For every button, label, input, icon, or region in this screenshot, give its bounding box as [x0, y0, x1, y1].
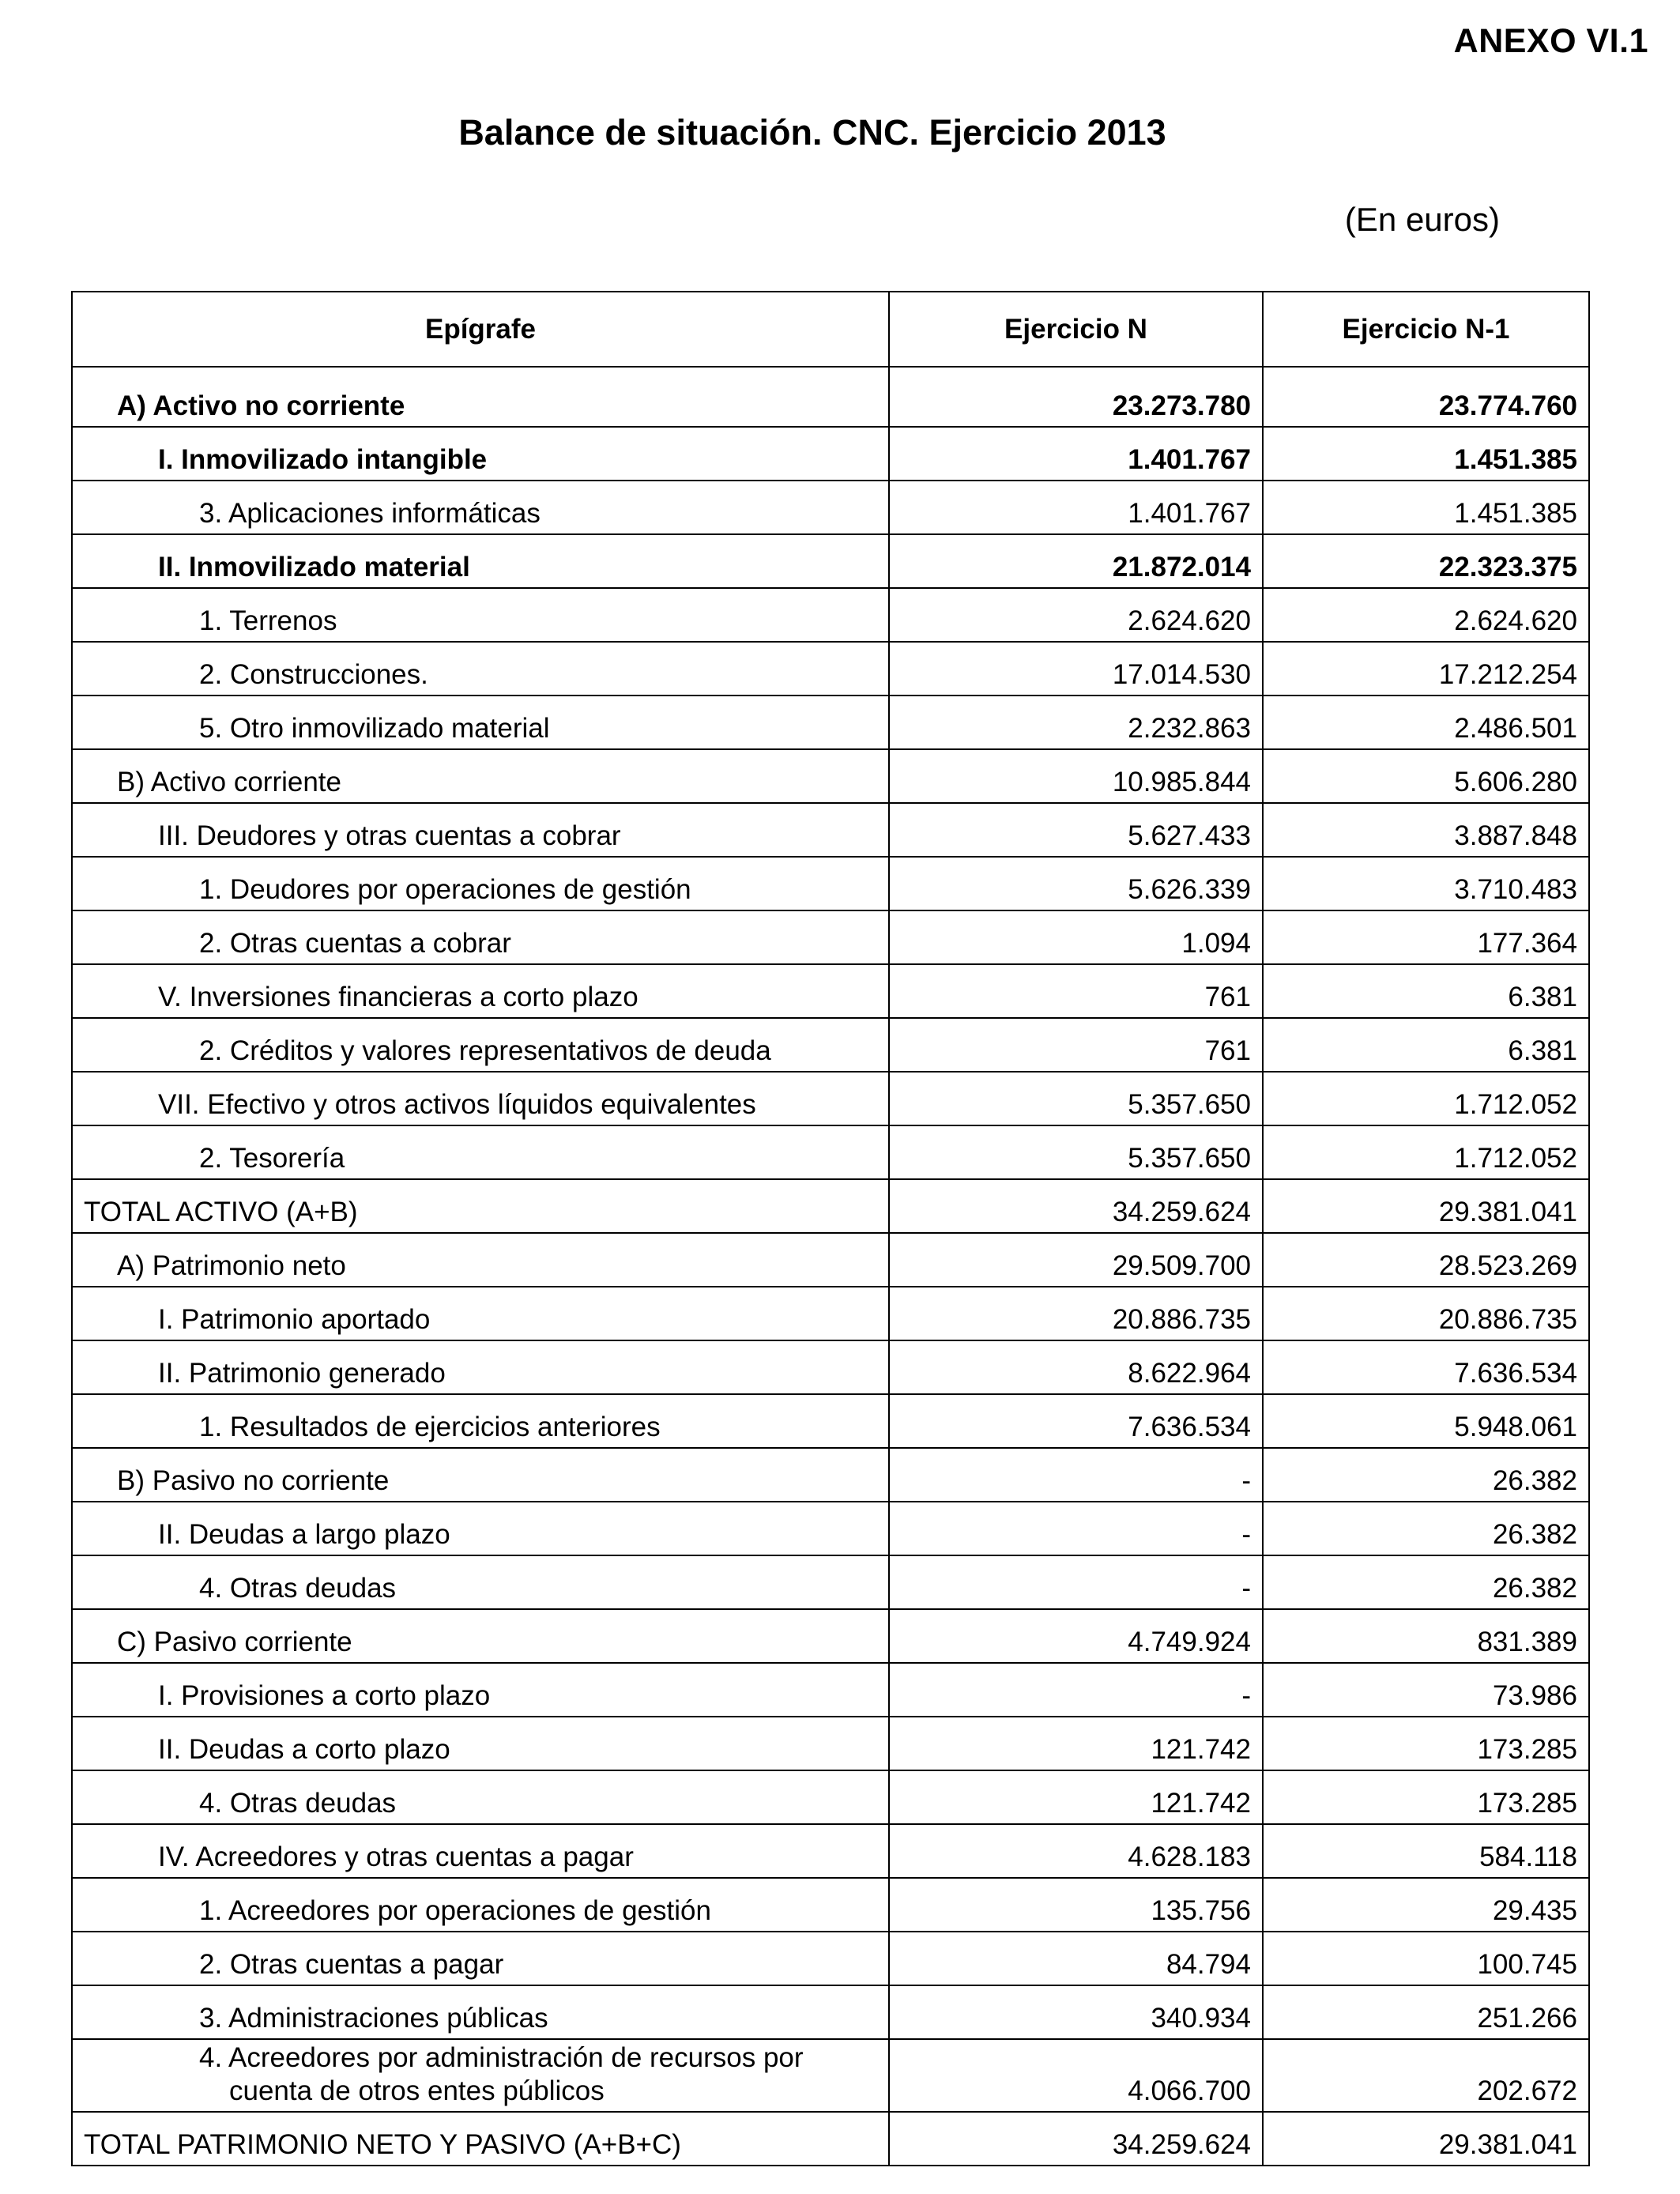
row-label: VII. Efectivo y otros activos líquidos equivalentes	[72, 1072, 889, 1125]
row-label: 1. Acreedores por operaciones de gestión	[72, 1878, 889, 1932]
value-n-1: 3.887.848	[1263, 803, 1589, 857]
value-n: 29.509.700	[889, 1233, 1263, 1287]
value-n-1: 7.636.534	[1263, 1340, 1589, 1394]
value-n-1: 202.672	[1263, 2039, 1589, 2112]
value-n-1: 26.382	[1263, 1502, 1589, 1555]
table-row	[72, 1018, 1589, 1072]
value-n: 34.259.624	[889, 2112, 1263, 2166]
row-label: V. Inversiones financieras a corto plazo	[72, 964, 889, 1018]
value-n-1: 29.435	[1263, 1878, 1589, 1932]
row-label: 4. Otras deudas	[72, 1555, 889, 1609]
header-ejercicio-n: Ejercicio N	[889, 292, 1263, 367]
table-row	[72, 1233, 1589, 1287]
page-title	[0, 112, 1680, 153]
table-row	[72, 1287, 1589, 1340]
value-n-1: 177.364	[1263, 910, 1589, 964]
value-n-1: 5.606.280	[1263, 749, 1589, 803]
row-label: A) Activo no corriente	[72, 367, 889, 427]
table-row	[72, 964, 1589, 1018]
value-n: 135.756	[889, 1878, 1263, 1932]
value-n: 761	[889, 964, 1263, 1018]
balance-table	[71, 291, 1590, 2166]
value-n: -	[889, 1555, 1263, 1609]
value-n: 5.357.650	[889, 1125, 1263, 1179]
table-row	[72, 857, 1589, 910]
value-n: 23.273.780	[889, 367, 1263, 427]
row-label: 2. Tesorería	[72, 1125, 889, 1179]
value-n-1: 3.710.483	[1263, 857, 1589, 910]
header-epigrafe: Epígrafe	[72, 292, 889, 367]
value-n: 7.636.534	[889, 1394, 1263, 1448]
row-label: 5. Otro inmovilizado material	[72, 696, 889, 749]
table-row	[72, 1072, 1589, 1125]
value-n: 2.232.863	[889, 696, 1263, 749]
row-label: IV. Acreedores y otras cuentas a pagar	[72, 1824, 889, 1878]
table-row	[72, 2039, 1589, 2112]
value-n: 5.627.433	[889, 803, 1263, 857]
row-label: II. Inmovilizado material	[72, 534, 889, 588]
table-row	[72, 1340, 1589, 1394]
row-label: B) Activo corriente	[72, 749, 889, 803]
table-row	[72, 534, 1589, 588]
value-n: 84.794	[889, 1932, 1263, 1985]
table-row	[72, 1824, 1589, 1878]
table-row	[72, 1663, 1589, 1717]
row-label: I. Inmovilizado intangible	[72, 427, 889, 481]
value-n: 4.066.700	[889, 2039, 1263, 2112]
table-row	[72, 803, 1589, 857]
value-n: 10.985.844	[889, 749, 1263, 803]
value-n-1: 17.212.254	[1263, 642, 1589, 696]
row-label: II. Deudas a corto plazo	[72, 1717, 889, 1770]
value-n-1: 6.381	[1263, 1018, 1589, 1072]
value-n-1: 831.389	[1263, 1609, 1589, 1663]
value-n-1: 26.382	[1263, 1448, 1589, 1502]
value-n: -	[889, 1502, 1263, 1555]
row-label: TOTAL PATRIMONIO NETO Y PASIVO (A+B+C)	[72, 2112, 889, 2166]
value-n: -	[889, 1448, 1263, 1502]
title-text: Balance de situación. CNC. Ejercicio 2013	[458, 112, 1166, 153]
table-row	[72, 481, 1589, 534]
value-n: 34.259.624	[889, 1179, 1263, 1233]
value-n-1: 29.381.041	[1263, 1179, 1589, 1233]
value-n-1: 22.323.375	[1263, 534, 1589, 588]
row-label: I. Provisiones a corto plazo	[72, 1663, 889, 1717]
row-label: B) Pasivo no corriente	[72, 1448, 889, 1502]
value-n: 4.749.924	[889, 1609, 1263, 1663]
value-n: -	[889, 1663, 1263, 1717]
table-row	[72, 910, 1589, 964]
value-n-1: 2.486.501	[1263, 696, 1589, 749]
value-n: 1.401.767	[889, 481, 1263, 534]
value-n: 20.886.735	[889, 1287, 1263, 1340]
row-label: 1. Terrenos	[72, 588, 889, 642]
annex-label: ANEXO VI.1	[1453, 22, 1648, 60]
row-label: A) Patrimonio neto	[72, 1233, 889, 1287]
value-n: 21.872.014	[889, 534, 1263, 588]
table-row	[72, 1717, 1589, 1770]
value-n: 121.742	[889, 1717, 1263, 1770]
row-label: II. Patrimonio generado	[72, 1340, 889, 1394]
value-n-1: 26.382	[1263, 1555, 1589, 1609]
value-n: 340.934	[889, 1985, 1263, 2039]
value-n: 1.094	[889, 910, 1263, 964]
row-label: C) Pasivo corriente	[72, 1609, 889, 1663]
table-row	[72, 427, 1589, 481]
row-label: III. Deudores y otras cuentas a cobrar	[72, 803, 889, 857]
value-n-1: 173.285	[1263, 1717, 1589, 1770]
table-row	[72, 1125, 1589, 1179]
table-row	[72, 1609, 1589, 1663]
row-label: I. Patrimonio aportado	[72, 1287, 889, 1340]
row-label: 2. Otras cuentas a pagar	[72, 1932, 889, 1985]
row-label: 2. Créditos y valores representativos de deuda	[72, 1018, 889, 1072]
value-n-1: 20.886.735	[1263, 1287, 1589, 1340]
value-n-1: 6.381	[1263, 964, 1589, 1018]
value-n: 121.742	[889, 1770, 1263, 1824]
value-n: 17.014.530	[889, 642, 1263, 696]
value-n-1: 73.986	[1263, 1663, 1589, 1717]
row-label: TOTAL ACTIVO (A+B)	[72, 1179, 889, 1233]
value-n: 2.624.620	[889, 588, 1263, 642]
value-n-1: 28.523.269	[1263, 1233, 1589, 1287]
row-label: 3. Administraciones públicas	[72, 1985, 889, 2039]
row-label: 1. Resultados de ejercicios anteriores	[72, 1394, 889, 1448]
table-row	[72, 642, 1589, 696]
value-n-1: 29.381.041	[1263, 2112, 1589, 2166]
value-n: 1.401.767	[889, 427, 1263, 481]
value-n-1: 1.451.385	[1263, 481, 1589, 534]
value-n-1: 100.745	[1263, 1932, 1589, 1985]
value-n: 5.626.339	[889, 857, 1263, 910]
row-label-line-2: cuenta de otros entes públicos	[229, 2075, 605, 2106]
table-row	[72, 1985, 1589, 2039]
table-row	[72, 1878, 1589, 1932]
table-row	[72, 1448, 1589, 1502]
row-label: 1. Deudores por operaciones de gestión	[72, 857, 889, 910]
table-row	[72, 749, 1589, 803]
row-label	[72, 2039, 889, 2112]
value-n: 4.628.183	[889, 1824, 1263, 1878]
value-n-1: 1.712.052	[1263, 1125, 1589, 1179]
table-header-row	[72, 292, 1589, 367]
value-n-1: 5.948.061	[1263, 1394, 1589, 1448]
row-label: 2. Otras cuentas a cobrar	[72, 910, 889, 964]
value-n-1: 1.712.052	[1263, 1072, 1589, 1125]
value-n: 8.622.964	[889, 1340, 1263, 1394]
row-label: II. Deudas a largo plazo	[72, 1502, 889, 1555]
value-n: 761	[889, 1018, 1263, 1072]
value-n: 5.357.650	[889, 1072, 1263, 1125]
value-n-1: 173.285	[1263, 1770, 1589, 1824]
value-n-1: 23.774.760	[1263, 367, 1589, 427]
table-row	[72, 1394, 1589, 1448]
value-n-1: 584.118	[1263, 1824, 1589, 1878]
row-label: 4. Otras deudas	[72, 1770, 889, 1824]
table-row	[72, 1555, 1589, 1609]
value-n-1: 251.266	[1263, 1985, 1589, 2039]
table-row	[72, 1932, 1589, 1985]
row-label: 2. Construcciones.	[72, 642, 889, 696]
units-note: (En euros)	[1344, 201, 1500, 238]
header-ejercicio-n-1: Ejercicio N-1	[1263, 292, 1589, 367]
table-row	[72, 1770, 1589, 1824]
table-row	[72, 588, 1589, 642]
row-label: 3. Aplicaciones informáticas	[72, 481, 889, 534]
value-n-1: 1.451.385	[1263, 427, 1589, 481]
table-row	[72, 696, 1589, 749]
table-row-total	[72, 1179, 1589, 1233]
table-row-total	[72, 2112, 1589, 2166]
row-label-line-1: 4. Acreedores por administración de recursos por	[199, 2042, 804, 2073]
table-row	[72, 367, 1589, 427]
table-row	[72, 1502, 1589, 1555]
value-n-1: 2.624.620	[1263, 588, 1589, 642]
